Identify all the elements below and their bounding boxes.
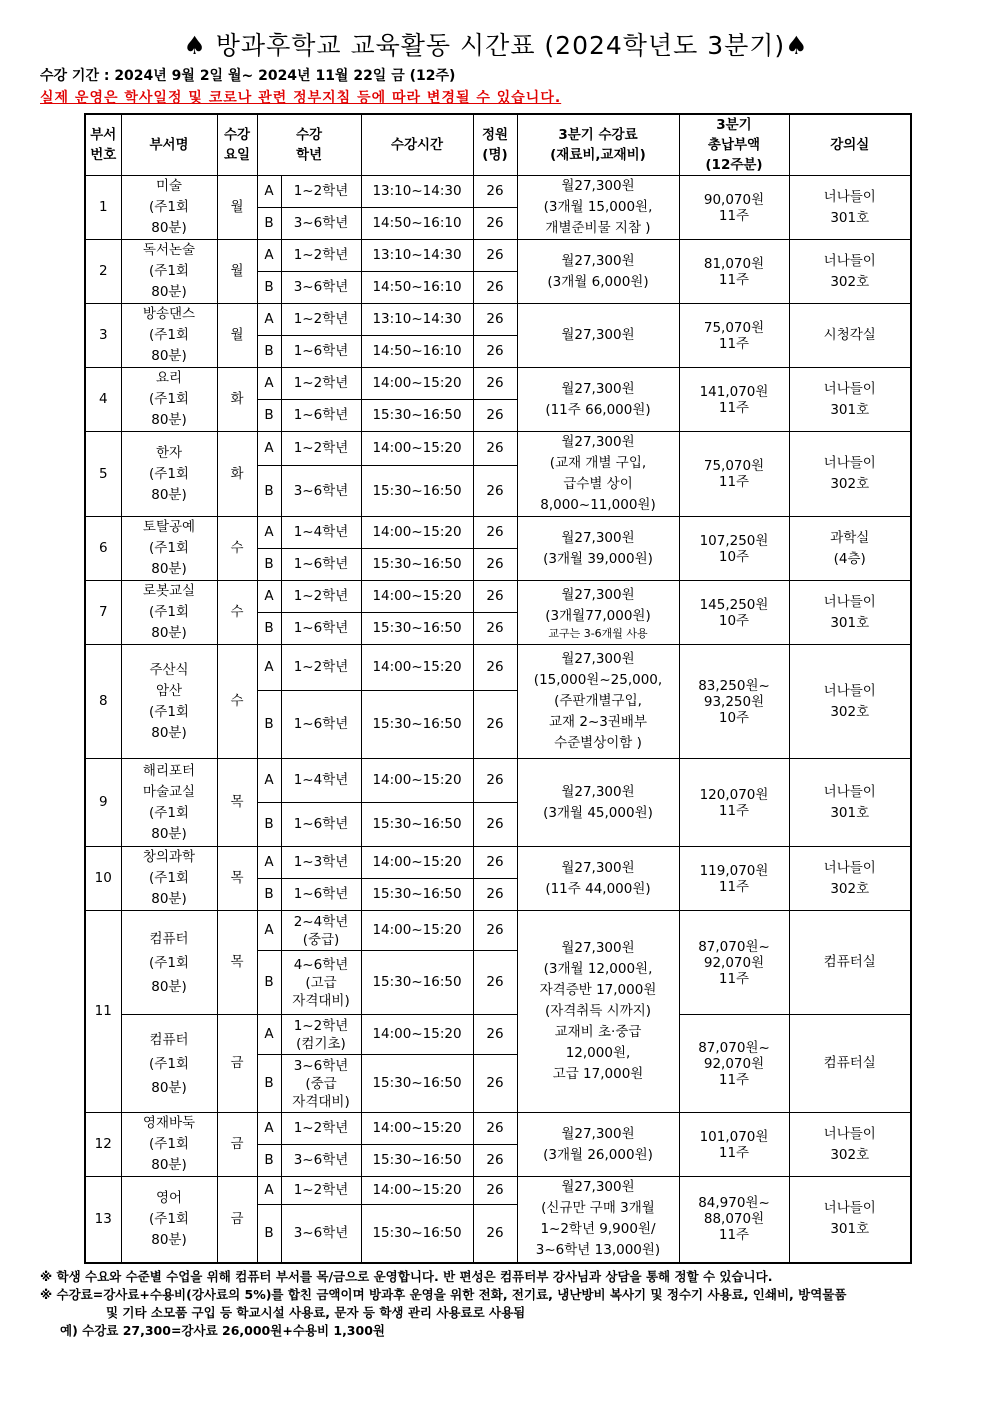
class-room: 컴퓨터실 [789, 911, 911, 1015]
table-row [85, 1015, 911, 1055]
class-grade: 1~6학년 [281, 400, 361, 432]
dept-name: 주산식 암산 (주1회 80분) [121, 645, 217, 759]
class-day: 목 [217, 911, 257, 1015]
class-capacity: 26 [473, 240, 517, 272]
class-total: 141,070원 11주 [679, 368, 789, 432]
dept-number: 13 [85, 1177, 121, 1263]
class-time: 13:10~14:30 [361, 240, 473, 272]
class-day: 수 [217, 645, 257, 759]
class-section: A [257, 240, 281, 272]
table-row [85, 304, 911, 336]
dept-number: 5 [85, 432, 121, 517]
table-row [85, 517, 911, 549]
class-grade: 1~4학년 [281, 759, 361, 803]
class-total: 145,250원 10주 [679, 581, 789, 645]
class-total: 119,070원 11주 [679, 847, 789, 911]
class-section: A [257, 645, 281, 691]
header-total: 3분기 총납부액 (12주분) [679, 114, 789, 176]
class-fee: 월27,300원 (11주 44,000원) [517, 847, 679, 911]
table-row [85, 240, 911, 272]
class-fee: 월27,300원 [517, 304, 679, 368]
class-room: 너나들이 301호 [789, 581, 911, 645]
dept-number: 4 [85, 368, 121, 432]
table-header-row [85, 114, 911, 176]
page-title: ♠ 방과후학교 교육활동 시간표 (2024학년도 3분기)♠ [183, 31, 809, 60]
dept-number: 6 [85, 517, 121, 581]
class-section: B [257, 691, 281, 759]
class-room: 너나들이 301호 [789, 1177, 911, 1263]
class-grade: 3~6학년 [281, 1145, 361, 1177]
dept-name: 로봇교실 (주1회 80분) [121, 581, 217, 645]
schedule-warning: 실제 운영은 학사일정 및 코로나 관련 정부지침 등에 따라 변경될 수 있습니다. [40, 90, 562, 106]
class-grade: 3~6학년 [281, 208, 361, 240]
class-capacity: 26 [473, 1113, 517, 1145]
class-grade: 1~2학년 [281, 176, 361, 208]
class-time: 14:00~15:20 [361, 911, 473, 951]
header-dept-name: 부서명 [121, 114, 217, 176]
class-grade: 1~2학년 [281, 1113, 361, 1145]
class-grade: 3~6학년 (중급 자격대비) [281, 1055, 361, 1113]
class-total: 120,070원 11주 [679, 759, 789, 847]
class-capacity: 26 [473, 759, 517, 803]
class-time: 14:00~15:20 [361, 1113, 473, 1145]
class-section: A [257, 847, 281, 879]
class-capacity: 26 [473, 847, 517, 879]
class-day: 월 [217, 304, 257, 368]
class-day: 화 [217, 368, 257, 432]
class-capacity: 26 [473, 208, 517, 240]
dept-name: 창의과학 (주1회 80분) [121, 847, 217, 911]
class-fee: 월27,300원 (3개월 6,000원) [517, 240, 679, 304]
class-time: 14:50~16:10 [361, 208, 473, 240]
class-time: 15:30~16:50 [361, 691, 473, 759]
dept-name: 영재바둑 (주1회 80분) [121, 1113, 217, 1177]
class-total: 87,070원~ 92,070원 11주 [679, 911, 789, 1015]
class-room: 시청각실 [789, 304, 911, 368]
class-section: A [257, 1113, 281, 1145]
class-time: 15:30~16:50 [361, 549, 473, 581]
class-section: B [257, 336, 281, 368]
table-row [85, 759, 911, 803]
class-capacity: 26 [473, 432, 517, 466]
class-day: 목 [217, 759, 257, 847]
class-grade: 1~3학년 [281, 847, 361, 879]
class-time: 15:30~16:50 [361, 613, 473, 645]
header-room: 강의실 [789, 114, 911, 176]
table-row [85, 1113, 911, 1145]
dept-number: 8 [85, 645, 121, 759]
dept-name: 독서논술 (주1회 80분) [121, 240, 217, 304]
class-grade: 1~6학년 [281, 336, 361, 368]
header-capacity: 정원 (명) [473, 114, 517, 176]
class-capacity: 26 [473, 176, 517, 208]
class-fee: 월27,300원 (15,000원~25,000, (주판개별구입, 교재 2~3권배부 수준별상이함 ) [517, 645, 679, 759]
class-grade: 1~2학년 (컴기초) [281, 1015, 361, 1055]
class-section: B [257, 466, 281, 517]
class-total: 83,250원~ 93,250원 10주 [679, 645, 789, 759]
class-capacity: 26 [473, 645, 517, 691]
table-row [85, 581, 911, 613]
class-room: 너나들이 302호 [789, 847, 911, 911]
class-capacity: 26 [473, 581, 517, 613]
class-capacity: 26 [473, 304, 517, 336]
class-capacity: 26 [473, 549, 517, 581]
class-grade: 1~2학년 [281, 581, 361, 613]
class-section: B [257, 272, 281, 304]
class-fee: 월27,300원 (11주 66,000원) [517, 368, 679, 432]
class-section: A [257, 432, 281, 466]
class-capacity: 26 [473, 911, 517, 951]
class-time: 14:00~15:20 [361, 368, 473, 400]
class-fee: 월27,300원 (3개월 45,000원) [517, 759, 679, 847]
schedule-body [85, 176, 911, 1263]
class-capacity: 26 [473, 691, 517, 759]
class-total: 81,070원 11주 [679, 240, 789, 304]
class-room: 너나들이 302호 [789, 1113, 911, 1177]
class-capacity: 26 [473, 368, 517, 400]
dept-number: 3 [85, 304, 121, 368]
course-period: 수강 기간 : 2024년 9월 2일 월~ 2024년 11월 22일 금 (12주) [40, 68, 456, 84]
dept-name: 토탈공예 (주1회 80분) [121, 517, 217, 581]
dept-name: 컴퓨터 (주1회 80분) [121, 911, 217, 1015]
class-grade: 1~6학년 [281, 879, 361, 911]
class-room: 너나들이 302호 [789, 645, 911, 759]
header-day: 수강 요일 [217, 114, 257, 176]
class-day: 수 [217, 581, 257, 645]
class-grade: 1~6학년 [281, 803, 361, 847]
class-section: B [257, 803, 281, 847]
class-room: 너나들이 301호 [789, 176, 911, 240]
class-time: 14:50~16:10 [361, 336, 473, 368]
class-capacity: 26 [473, 400, 517, 432]
table-row [85, 911, 911, 951]
class-fee: 월27,300원 (3개월 12,000원, 자격증반 17,000원 (자격취득 시까지) 교재비 초·중급 12,000원, 고급 17,000원 [517, 911, 679, 1113]
schedule-table [84, 113, 912, 1264]
table-row [85, 1177, 911, 1205]
class-section: B [257, 613, 281, 645]
class-grade: 1~4학년 [281, 517, 361, 549]
class-day: 화 [217, 432, 257, 517]
class-day: 금 [217, 1015, 257, 1113]
class-section: B [257, 208, 281, 240]
header-fee: 3분기 수강료 (재료비,교재비) [517, 114, 679, 176]
class-grade: 3~6학년 [281, 272, 361, 304]
class-capacity: 26 [473, 336, 517, 368]
dept-name: 한자 (주1회 80분) [121, 432, 217, 517]
class-time: 15:30~16:50 [361, 1055, 473, 1113]
class-time: 13:10~14:30 [361, 176, 473, 208]
table-row [85, 847, 911, 879]
dept-number: 12 [85, 1113, 121, 1177]
dept-number: 10 [85, 847, 121, 911]
class-room: 컴퓨터실 [789, 1015, 911, 1113]
class-fee: 월27,300원 (3개월 15,000원, 개별준비물 지참 ) [517, 176, 679, 240]
class-grade: 1~2학년 [281, 304, 361, 336]
class-capacity: 26 [473, 1055, 517, 1113]
class-capacity: 26 [473, 466, 517, 517]
class-section: A [257, 1177, 281, 1205]
class-section: A [257, 1015, 281, 1055]
class-room: 너나들이 301호 [789, 368, 911, 432]
class-section: B [257, 1145, 281, 1177]
class-section: B [257, 1055, 281, 1113]
class-section: B [257, 879, 281, 911]
class-grade: 1~2학년 [281, 1177, 361, 1205]
dept-name: 해리포터 마술교실 (주1회 80분) [121, 759, 217, 847]
dept-name: 컴퓨터 (주1회 80분) [121, 1015, 217, 1113]
header-dept-no: 부서 번호 [85, 114, 121, 176]
class-time: 14:00~15:20 [361, 645, 473, 691]
class-time: 14:00~15:20 [361, 581, 473, 613]
class-grade: 1~2학년 [281, 368, 361, 400]
footnotes [40, 1268, 970, 1340]
class-day: 월 [217, 240, 257, 304]
class-total: 90,070원 11주 [679, 176, 789, 240]
note-example: 예) 수강료 27,300=강사료 26,000원+수용비 1,300원 [60, 1323, 385, 1338]
class-section: A [257, 368, 281, 400]
class-grade: 1~2학년 [281, 645, 361, 691]
class-fee: 월27,300원 (3개월 26,000원) [517, 1113, 679, 1177]
class-room: 너나들이 302호 [789, 240, 911, 304]
class-section: A [257, 759, 281, 803]
class-time: 15:30~16:50 [361, 1205, 473, 1263]
dept-number: 11 [85, 911, 121, 1113]
dept-number: 9 [85, 759, 121, 847]
class-day: 월 [217, 176, 257, 240]
dept-number: 2 [85, 240, 121, 304]
class-total: 84,970원~ 88,070원 11주 [679, 1177, 789, 1263]
class-total: 75,070원 11주 [679, 304, 789, 368]
class-room: 과학실 (4층) [789, 517, 911, 581]
class-grade: 2~4학년 (중급) [281, 911, 361, 951]
class-grade: 3~6학년 [281, 466, 361, 517]
class-section: A [257, 304, 281, 336]
class-grade: 4~6학년 (고급 자격대비) [281, 951, 361, 1015]
class-grade: 1~2학년 [281, 432, 361, 466]
class-section: A [257, 581, 281, 613]
class-section: B [257, 1205, 281, 1263]
class-fee: 월27,300원 (신규만 구매 3개월 1~2학년 9,900원/ 3~6학년 13,000원) [517, 1177, 679, 1263]
table-row [85, 368, 911, 400]
table-row [85, 432, 911, 466]
note-fee-2: 및 기타 소모품 구입 등 학교시설 사용료, 문자 등 학생 관리 사용료로 사용됨 [106, 1305, 526, 1320]
header-grade: 수강 학년 [257, 114, 361, 176]
class-section: B [257, 400, 281, 432]
class-total: 107,250원 10주 [679, 517, 789, 581]
class-time: 14:00~15:20 [361, 1015, 473, 1055]
class-section: A [257, 176, 281, 208]
class-time: 15:30~16:50 [361, 1145, 473, 1177]
class-time: 13:10~14:30 [361, 304, 473, 336]
class-capacity: 26 [473, 951, 517, 1015]
class-time: 14:50~16:10 [361, 272, 473, 304]
class-capacity: 26 [473, 517, 517, 549]
class-capacity: 26 [473, 1145, 517, 1177]
class-capacity: 26 [473, 613, 517, 645]
class-total: 101,070원 11주 [679, 1113, 789, 1177]
class-day: 금 [217, 1113, 257, 1177]
class-capacity: 26 [473, 1015, 517, 1055]
class-time: 15:30~16:50 [361, 803, 473, 847]
class-capacity: 26 [473, 272, 517, 304]
class-time: 14:00~15:20 [361, 759, 473, 803]
dept-number: 1 [85, 176, 121, 240]
class-grade: 1~6학년 [281, 691, 361, 759]
class-room: 너나들이 302호 [789, 432, 911, 517]
class-time: 14:00~15:20 [361, 847, 473, 879]
class-fee: 월27,300원 (3개월 39,000원) [517, 517, 679, 581]
class-section: A [257, 517, 281, 549]
class-section: A [257, 911, 281, 951]
class-time: 14:00~15:20 [361, 432, 473, 466]
class-section: B [257, 549, 281, 581]
dept-name: 요리 (주1회 80분) [121, 368, 217, 432]
header-time: 수강시간 [361, 114, 473, 176]
class-capacity: 26 [473, 879, 517, 911]
class-fee: 월27,300원 (3개월77,000원) 교구는 3-6개월 사용 [517, 581, 679, 645]
class-grade: 1~6학년 [281, 549, 361, 581]
class-capacity: 26 [473, 1205, 517, 1263]
note-fee-1: ※ 수강료=강사료+수용비(강사료의 5%)를 합친 금액이며 방과후 운영을 위한 전화, 전기료, 냉난방비 복사기 및 정수기 사용료, 인쇄비, 방역물품 [40, 1287, 847, 1302]
class-day: 수 [217, 517, 257, 581]
dept-number: 7 [85, 581, 121, 645]
table-row [85, 645, 911, 691]
class-time: 14:00~15:20 [361, 1177, 473, 1205]
class-day: 목 [217, 847, 257, 911]
class-grade: 1~6학년 [281, 613, 361, 645]
class-grade: 3~6학년 [281, 1205, 361, 1263]
class-time: 14:00~15:20 [361, 517, 473, 549]
class-fee: 월27,300원 (교재 개별 구입, 급수별 상이 8,000~11,000원) [517, 432, 679, 517]
dept-name: 영어 (주1회 80분) [121, 1177, 217, 1263]
note-computer: ※ 학생 수요와 수준별 수업을 위해 컴퓨터 부서를 목/금으로 운영합니다. 반 편성은 컴퓨터부 강사님과 상담을 통해 정할 수 있습니다. [40, 1269, 773, 1284]
class-time: 15:30~16:50 [361, 951, 473, 1015]
class-time: 15:30~16:50 [361, 879, 473, 911]
class-total: 87,070원~ 92,070원 11주 [679, 1015, 789, 1113]
table-row [85, 176, 911, 208]
class-day: 금 [217, 1177, 257, 1263]
class-time: 15:30~16:50 [361, 466, 473, 517]
class-room: 너나들이 301호 [789, 759, 911, 847]
class-capacity: 26 [473, 1177, 517, 1205]
class-grade: 1~2학년 [281, 240, 361, 272]
class-capacity: 26 [473, 803, 517, 847]
class-section: B [257, 951, 281, 1015]
class-total: 75,070원 11주 [679, 432, 789, 517]
dept-name: 방송댄스 (주1회 80분) [121, 304, 217, 368]
class-time: 15:30~16:50 [361, 400, 473, 432]
dept-name: 미술 (주1회 80분) [121, 176, 217, 240]
